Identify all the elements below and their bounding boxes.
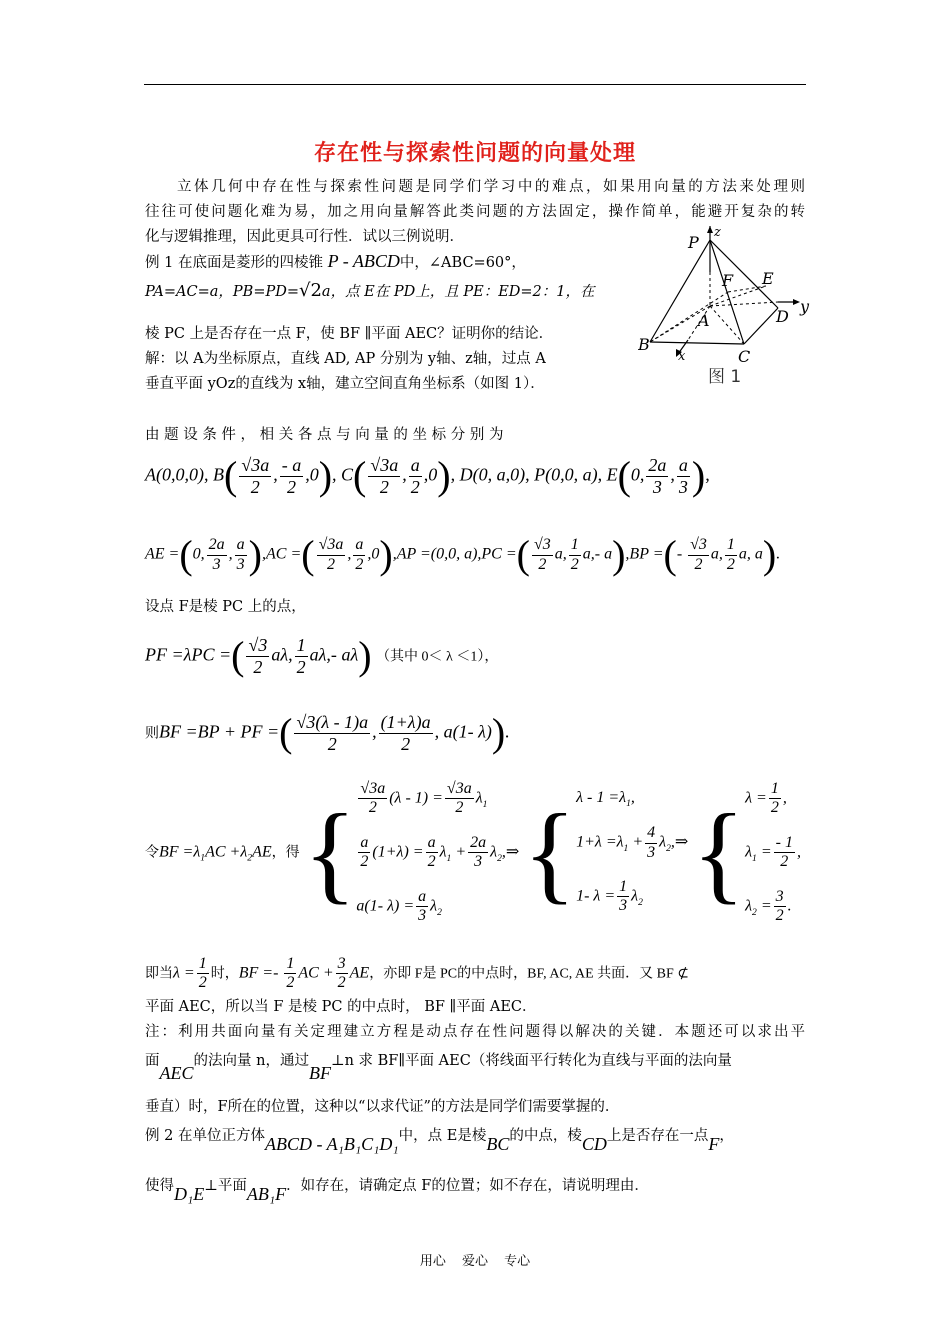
note-line-3: 垂直）时，F所在的位置，这种以“以求代证”的方法是同学们需要掌握的． xyxy=(145,1099,620,1115)
page-title: 存在性与探索性问题的向量处理 xyxy=(313,141,636,166)
intro-line-1: 立体几何中存在性与探索性问题是同学们学习中的难点，如果用向量的方法来处理则 xyxy=(177,179,805,195)
label-a: A xyxy=(698,311,710,330)
bf-line: 则BF =BP + PF =( $\frac{√3(\lambda - 1)a}{2}$ , $\frac{(1+\lambda)a}{2}$ , a(1- λ)). xyxy=(145,710,510,756)
label-p: P xyxy=(688,233,699,252)
system-line: 令BF $=\lambda_1AC +\lambda_2AE$，得 { $\frac{√3a}{2}$ (λ - 1) = $\frac{√3a}{2}$ $\lambda_1$ $\frac{a}{2}$ (1+λ) = $\frac{a}{2}$ $\lambda_1$ + $\frac{2a}{3}$ $\lambda_2,\Rightarrow$ a(1- λ) = $\frac{a}{3}$ $\lambda_2$ { $\lambda - 1 =\lambda_1$, $1+\lambda =\lambda_1$ + $\frac{4}{3}$ $\lambda_2,\Rightarrow$ 1- λ = $\frac{1}{3}$ $\lambda_2$ { λ = $\frac{1}{2}$ , $\lambda_1$ = $\frac{- 1}{2}$ , $\lambda_2$ = $\frac{3}{2}$ . xyxy=(145,780,801,924)
when-line: 即当λ = $\frac{1}{2}$ 时，BF =- $\frac{1}{2}$ AC + $\frac{3}{2}$ AE，亦即 F是 PC的中点时，BF, AC, AE 共面．又 BF ⊄ xyxy=(145,955,690,992)
vectors-line: AE =(0, $\frac{2a}{3}$ , $\frac{a}{3}$ ),AC =( $\frac{√3a}{2}$ , $\frac{a}{2}$ ,0),AP =(0,0, a),PC =( $\frac{√3}{2}$ a, $\frac{1}{2}$ a,- a),BP =(- $\frac{√3}{2}$ a, $\frac{1}{2}$ a, a). xyxy=(145,532,781,577)
ex2-line-2: 使得D₁E⊥平面AB₁F．如存在，请确定点 F的位置；如不存在，请说明理由． xyxy=(145,1178,649,1204)
label-x: x xyxy=(678,349,686,364)
label-c: C xyxy=(738,347,751,366)
label-z: z xyxy=(714,225,721,240)
header-rule xyxy=(144,84,806,85)
label-y: y xyxy=(800,297,810,316)
label-e: E xyxy=(762,269,774,288)
label-d: D xyxy=(776,307,789,326)
ex1-line-6: 由 题 设 条 件 ， 相 关 各 点 与 向 量 的 坐 标 分 别 为 xyxy=(145,427,504,443)
page-footer: 用心 爱心 专心 xyxy=(419,1254,531,1269)
ex1-line-5: 垂直平面 yOz的直线为 x轴，建立空间直角坐标系（如图 1）． xyxy=(145,376,545,392)
ex1-line-1: 例 1 在底面是菱形的四棱锥 P - ABCD中，∠ABC=60°， xyxy=(145,251,526,271)
coords-line: A(0,0,0), B( $\frac{√3a}{2}$ , $\frac{- a}{2}$ ,0), C( $\frac{√3a}{2}$ , $\frac{a}{2}$ ,0), D(0, a,0), P(0,0, a), E(0, $\frac{2a}{3}$ , $\frac{a}{3}$ ), xyxy=(145,453,710,499)
pyramid-figure xyxy=(638,222,818,390)
note-line-2: 面AEC的法向量 n，通过BF⊥n 求 BF∥平面 AEC（将线面平行转化为直线与平面的法向量 xyxy=(145,1053,732,1083)
intro-line-3: 化与逻辑推理，因此更具可行性．试以三例说明． xyxy=(145,229,464,245)
ex1-line-4: 解：以 A为坐标原点，直线 AD, AP 分别为 y轴、z轴，过点 A xyxy=(145,351,546,367)
ex2-line-1: 例 2 在单位正方体ABCD - A₁B₁C₁D₁中，点 E是棱BC的中点，棱CD上是否存在一点F， xyxy=(145,1128,734,1154)
pf-line: PF =λPC =( $\frac{√3}{2}$ aλ, $\frac{1}{2}$ aλ,- aλ) （其中 0＜ λ ＜1）， xyxy=(145,633,499,679)
set-f-line: 设点 F是棱 PC 上的点， xyxy=(145,599,306,615)
label-f: F xyxy=(722,271,734,290)
note-line-1: 注：利用共面向量有关定理建立方程是动点存在性问题得以解决的关键．本题还可以求出平 xyxy=(145,1024,805,1040)
figure-caption: 图 1 xyxy=(708,367,742,387)
ex1-line-2: PA=AC=a，PB=PD=√2a，点 E在 PD上，且 PE：ED=2：1，在 xyxy=(145,280,595,301)
intro-line-2: 往往可使问题化难为易，加之用向量解答此类问题的方法固定，操作简单，能避开复杂的转 xyxy=(145,204,805,220)
label-b: B xyxy=(638,335,650,354)
ex1-line-3: 棱 PC 上是否存在一点 F，使 BF ∥平面 AEC？证明你的结论． xyxy=(145,326,554,342)
conclusion-line: 平面 AEC，所以当 F 是棱 PC 的中点时， BF ∥平面 AEC． xyxy=(145,999,537,1015)
